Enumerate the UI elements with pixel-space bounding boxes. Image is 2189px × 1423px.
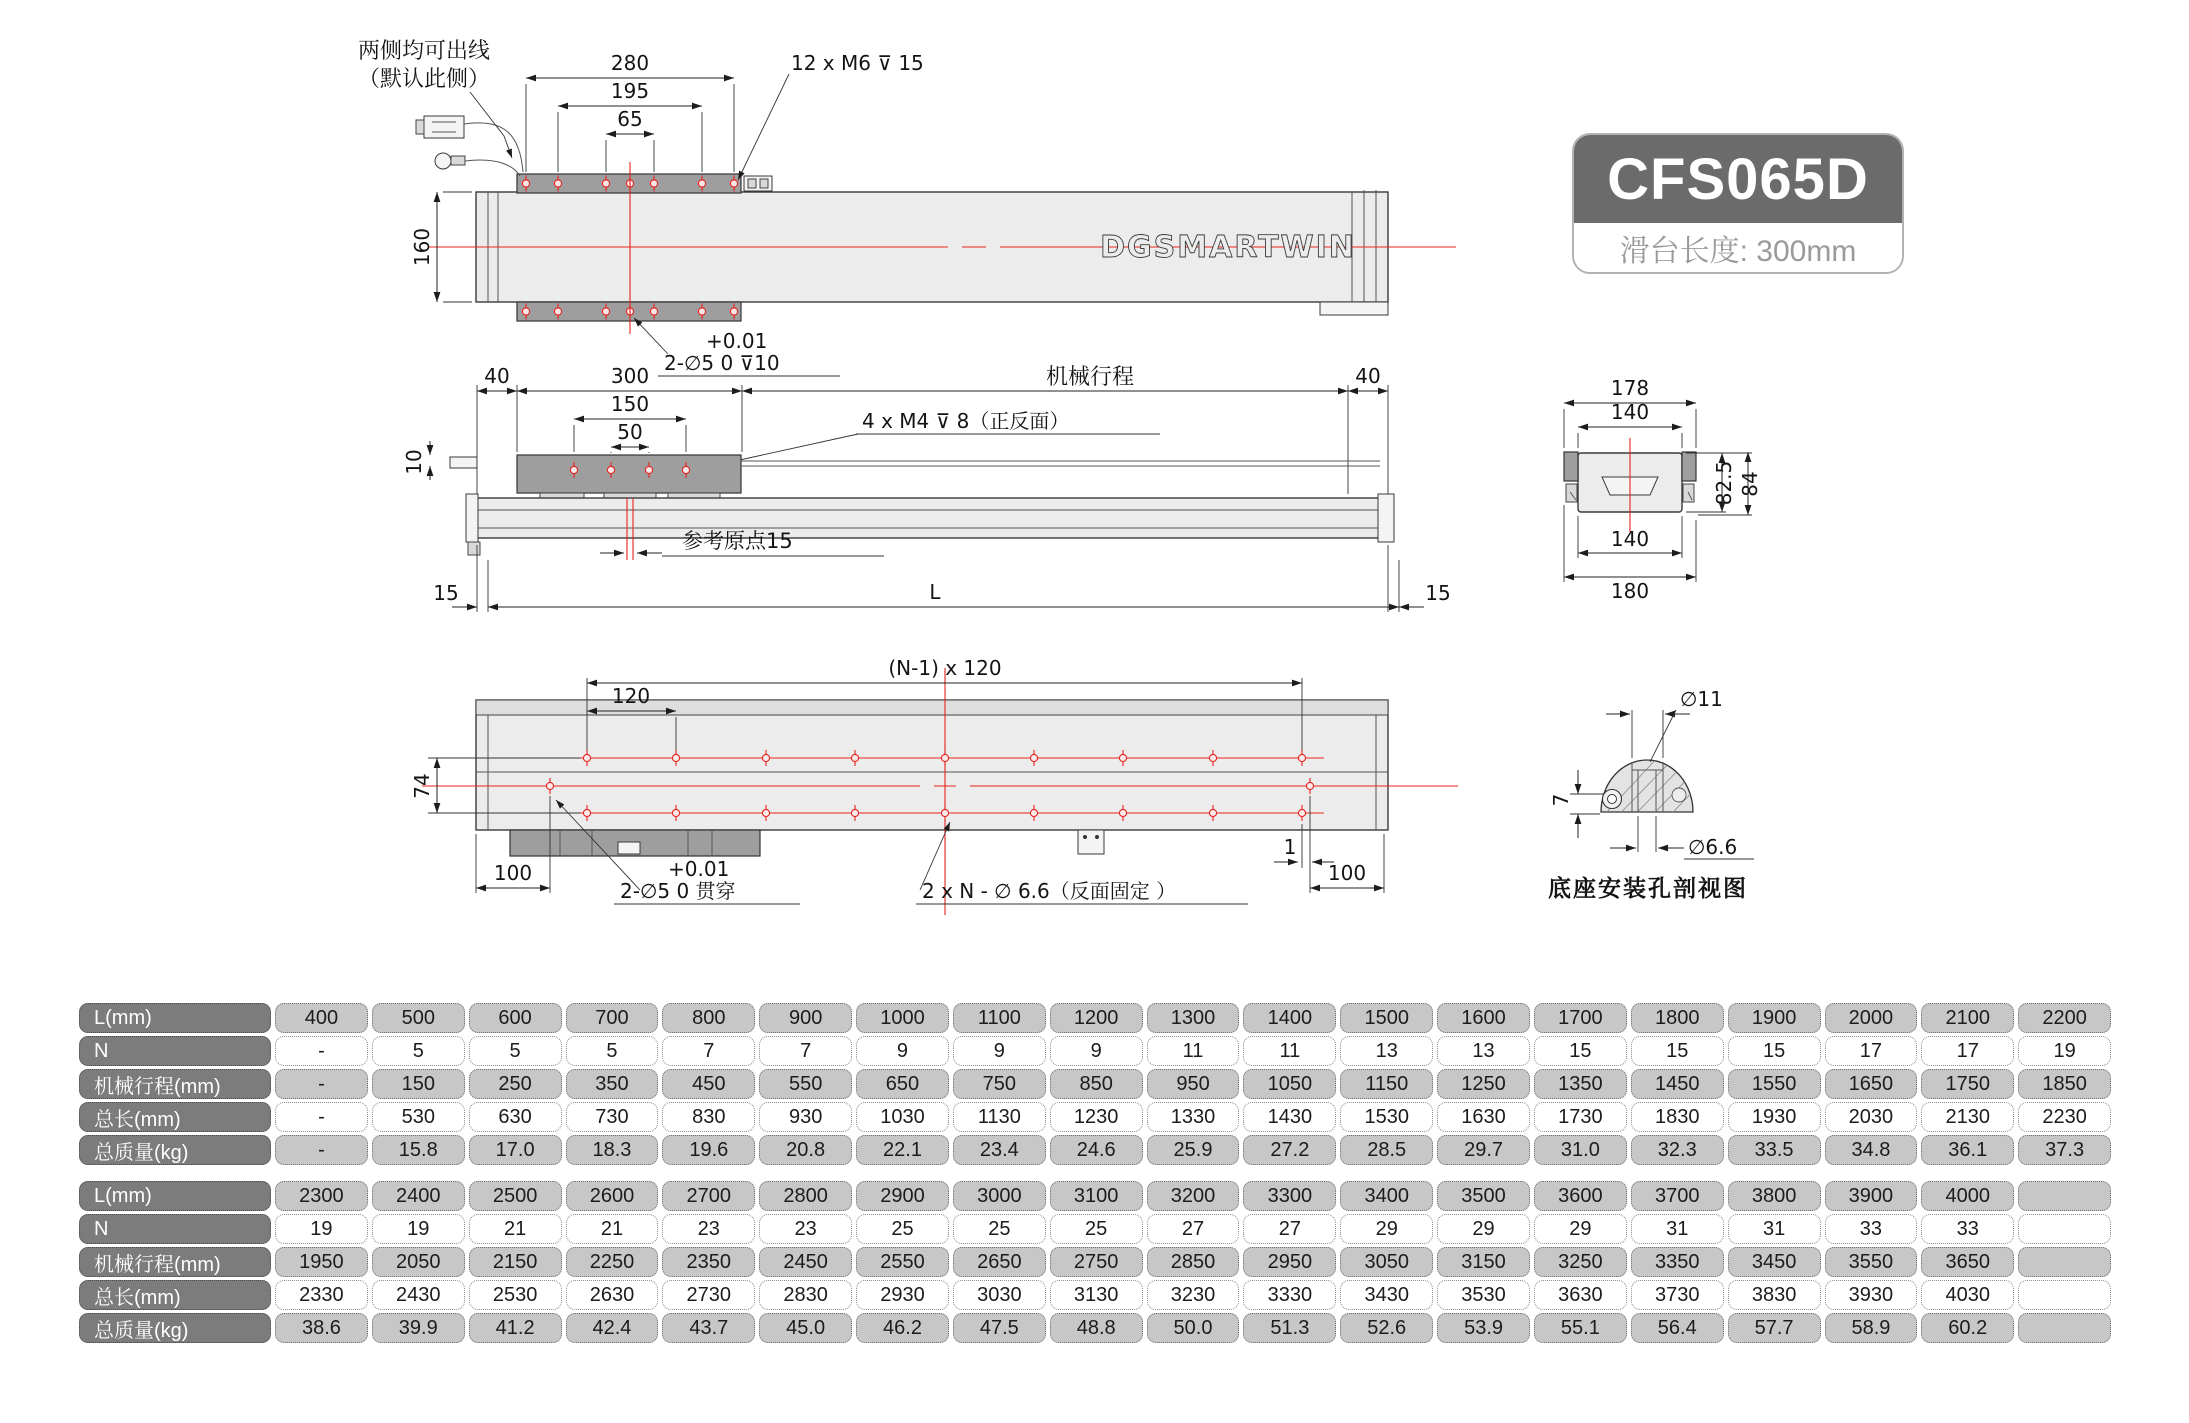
table-cell: 2500 xyxy=(469,1181,562,1211)
table-cell: 3050 xyxy=(1340,1247,1433,1277)
table-row xyxy=(79,1135,2111,1165)
table-cell: 19 xyxy=(372,1214,465,1244)
table-cell: 48.8 xyxy=(1050,1313,1143,1343)
table-cell: 2230 xyxy=(2018,1102,2111,1132)
table-cell xyxy=(2018,1247,2111,1277)
table-cell: 1430 xyxy=(1243,1102,1336,1132)
table-cell: 1130 xyxy=(953,1102,1046,1132)
table-cell: - xyxy=(275,1036,368,1066)
table-row xyxy=(79,1181,2111,1211)
side-view-drawing xyxy=(402,364,1451,612)
table-cell: 5 xyxy=(469,1036,562,1066)
spec-table-1 xyxy=(79,1003,2111,1165)
row-header: 总长(mm) xyxy=(79,1280,271,1310)
table-cell: 31 xyxy=(1728,1214,1821,1244)
table-cell: 500 xyxy=(372,1003,465,1033)
table-cell: 2430 xyxy=(372,1280,465,1310)
table-cell: 2150 xyxy=(469,1247,562,1277)
table-cell: 3230 xyxy=(1147,1280,1240,1310)
table-cell: 50.0 xyxy=(1147,1313,1240,1343)
table-cell: 1250 xyxy=(1437,1069,1530,1099)
dia-11: ∅11 xyxy=(1680,687,1723,711)
dim-300: 300 xyxy=(610,364,650,388)
table-cell: - xyxy=(275,1135,368,1165)
dia-6-6: ∅6.6 xyxy=(1688,835,1738,859)
dim-40-left: 40 xyxy=(484,364,510,388)
table-cell: 11 xyxy=(1147,1036,1240,1066)
table-cell: 3800 xyxy=(1728,1181,1821,1211)
table-cell: 1200 xyxy=(1050,1003,1143,1033)
table-cell: 1750 xyxy=(1921,1069,2014,1099)
table-cell: 2050 xyxy=(372,1247,465,1277)
table-cell: 43.7 xyxy=(662,1313,755,1343)
table-cell: 2330 xyxy=(275,1280,368,1310)
end-bracket xyxy=(450,457,477,468)
dim-280: 280 xyxy=(610,51,650,75)
table-cell: 1900 xyxy=(1728,1003,1821,1033)
table-cell: 3330 xyxy=(1243,1280,1336,1310)
table-cell: 2450 xyxy=(759,1247,852,1277)
table-cell: 33.5 xyxy=(1728,1135,1821,1165)
table-cell: 3200 xyxy=(1147,1181,1240,1211)
dim-40-right: 40 xyxy=(1355,364,1381,388)
row-header: 总质量(kg) xyxy=(79,1135,271,1165)
table-cell: 39.9 xyxy=(372,1313,465,1343)
table-cell: 55.1 xyxy=(1534,1313,1627,1343)
dim-15-right: 15 xyxy=(1425,581,1451,605)
table-cell: 9 xyxy=(953,1036,1046,1066)
table-cell: 21 xyxy=(469,1214,562,1244)
table-cell: 3250 xyxy=(1534,1247,1627,1277)
table-cell: 3000 xyxy=(953,1181,1046,1211)
table-cell: 29 xyxy=(1437,1214,1530,1244)
table-row xyxy=(79,1313,2111,1343)
dim-82-5: 82.5 xyxy=(1712,460,1736,506)
product-subtitle: 滑台长度: 300mm xyxy=(1619,234,1857,268)
table-cell: 3700 xyxy=(1631,1181,1724,1211)
table-cell: 3900 xyxy=(1825,1181,1918,1211)
base-section-caption: 底座安装孔剖视图 xyxy=(1548,876,1748,902)
table-cell: 25 xyxy=(856,1214,949,1244)
table-row xyxy=(79,1102,2111,1132)
pin-note-top: 2-∅5 0 ⊽10 xyxy=(664,351,780,375)
table-cell: 15 xyxy=(1728,1036,1821,1066)
dim-100-right: 100 xyxy=(1327,861,1367,885)
stroke-label: 机械行程 xyxy=(1045,365,1135,390)
table-cell: 1550 xyxy=(1728,1069,1821,1099)
table-cell: 2400 xyxy=(372,1181,465,1211)
table-cell: 1100 xyxy=(953,1003,1046,1033)
table-cell: 2600 xyxy=(566,1181,659,1211)
table-cell: 4030 xyxy=(1921,1280,2014,1310)
table-cell: 1050 xyxy=(1243,1069,1336,1099)
table-cell: 650 xyxy=(856,1069,949,1099)
table-cell: 29.7 xyxy=(1437,1135,1530,1165)
table-cell: 28.5 xyxy=(1340,1135,1433,1165)
row-header: L(mm) xyxy=(79,1003,271,1033)
table-cell: 2700 xyxy=(662,1181,755,1211)
dim-140-top: 140 xyxy=(1610,400,1650,424)
table-cell: 3450 xyxy=(1728,1247,1821,1277)
table-cell: 3630 xyxy=(1534,1280,1627,1310)
table-cell: 250 xyxy=(469,1069,562,1099)
table-cell: 2800 xyxy=(759,1181,852,1211)
table-cell: 1650 xyxy=(1825,1069,1918,1099)
table-cell: 2200 xyxy=(2018,1003,2111,1033)
table-cell: 1230 xyxy=(1050,1102,1143,1132)
table-cell: 7 xyxy=(662,1036,755,1066)
table-cell: 38.6 xyxy=(275,1313,368,1343)
table-cell: 4000 xyxy=(1921,1181,2014,1211)
table-cell: 600 xyxy=(469,1003,562,1033)
table-cell: 22.1 xyxy=(856,1135,949,1165)
table-cell: 850 xyxy=(1050,1069,1143,1099)
pin-tol-top: +0.01 xyxy=(706,329,768,353)
table-cell: 1400 xyxy=(1243,1003,1336,1033)
dim-65: 65 xyxy=(617,107,643,131)
table-cell: 730 xyxy=(566,1102,659,1132)
table-cell: 1500 xyxy=(1340,1003,1433,1033)
table-cell: 2350 xyxy=(662,1247,755,1277)
table-cell: 36.1 xyxy=(1921,1135,2014,1165)
dim-1: 1 xyxy=(1283,835,1297,859)
table-cell: 33 xyxy=(1825,1214,1918,1244)
table-cell: 23 xyxy=(662,1214,755,1244)
top-view-drawing xyxy=(358,39,1456,376)
table-cell: 3500 xyxy=(1437,1181,1530,1211)
table-cell: 1630 xyxy=(1437,1102,1530,1132)
table-cell: 31.0 xyxy=(1534,1135,1627,1165)
table-row xyxy=(79,1036,2111,1066)
table-cell: 3350 xyxy=(1631,1247,1724,1277)
brand-logo: DGSMARTWIN xyxy=(1100,230,1356,265)
table-cell: - xyxy=(275,1102,368,1132)
table-cell: 400 xyxy=(275,1003,368,1033)
row-header: L(mm) xyxy=(79,1181,271,1211)
table-cell: 15 xyxy=(1631,1036,1724,1066)
table-cell: 1730 xyxy=(1534,1102,1627,1132)
dim-120: 120 xyxy=(611,684,651,708)
end-section-view xyxy=(1564,376,1762,603)
carriage-side xyxy=(517,455,741,493)
table-cell: 23.4 xyxy=(953,1135,1046,1165)
table-cell: 3150 xyxy=(1437,1247,1530,1277)
table-cell: 15.8 xyxy=(372,1135,465,1165)
table-row xyxy=(79,1214,2111,1244)
table-cell: 2950 xyxy=(1243,1247,1336,1277)
table-cell: 150 xyxy=(372,1069,465,1099)
spec-table-2 xyxy=(79,1181,2111,1343)
table-cell: 3830 xyxy=(1728,1280,1821,1310)
table-cell: 3130 xyxy=(1050,1280,1143,1310)
origin-note: 参考原点15 xyxy=(682,529,793,553)
table-cell: 27 xyxy=(1243,1214,1336,1244)
row-header: 总长(mm) xyxy=(79,1102,271,1132)
table-cell: 3030 xyxy=(953,1280,1046,1310)
table-cell xyxy=(2018,1313,2111,1343)
table-cell: 13 xyxy=(1437,1036,1530,1066)
table-cell: 27.2 xyxy=(1243,1135,1336,1165)
table-cell: 900 xyxy=(759,1003,852,1033)
table-cell: 800 xyxy=(662,1003,755,1033)
table-cell: 700 xyxy=(566,1003,659,1033)
dim-7: 7 xyxy=(1549,793,1573,807)
table-cell: 32.3 xyxy=(1631,1135,1724,1165)
dim-50: 50 xyxy=(617,420,643,444)
table-cell: 19 xyxy=(275,1214,368,1244)
table-cell: 2530 xyxy=(469,1280,562,1310)
pin-tol-bottom: +0.01 xyxy=(668,857,730,881)
table-cell: 830 xyxy=(662,1102,755,1132)
table-cell: 2000 xyxy=(1825,1003,1918,1033)
table-cell: 33 xyxy=(1921,1214,2014,1244)
table-cell: 3650 xyxy=(1921,1247,2014,1277)
table-cell: 1930 xyxy=(1728,1102,1821,1132)
table-cell: 46.2 xyxy=(856,1313,949,1343)
table-cell: 27 xyxy=(1147,1214,1240,1244)
table-cell: 47.5 xyxy=(953,1313,1046,1343)
table-cell: 13 xyxy=(1340,1036,1433,1066)
table-cell: 750 xyxy=(953,1069,1046,1099)
table-cell: 2650 xyxy=(953,1247,1046,1277)
cable-connectors xyxy=(416,116,523,176)
table-cell: 17 xyxy=(1825,1036,1918,1066)
base-hole-section-view xyxy=(1548,687,1754,902)
row-header: 机械行程(mm) xyxy=(79,1247,271,1277)
table-cell xyxy=(2018,1280,2111,1310)
table-cell: 1800 xyxy=(1631,1003,1724,1033)
table-cell: 42.4 xyxy=(566,1313,659,1343)
table-cell: 2930 xyxy=(856,1280,949,1310)
table-cell: 21 xyxy=(566,1214,659,1244)
table-cell: 19 xyxy=(2018,1036,2111,1066)
table-cell: 3730 xyxy=(1631,1280,1724,1310)
table-cell: 3930 xyxy=(1825,1280,1918,1310)
table-row xyxy=(79,1280,2111,1310)
dim-84: 84 xyxy=(1738,471,1762,497)
table-cell: 29 xyxy=(1534,1214,1627,1244)
dim-N-pitch: (N-1) x 120 xyxy=(888,656,1002,680)
table-cell: 950 xyxy=(1147,1069,1240,1099)
dim-150: 150 xyxy=(610,392,650,416)
table-cell xyxy=(2018,1214,2111,1244)
table-cell: - xyxy=(275,1069,368,1099)
table-cell: 3530 xyxy=(1437,1280,1530,1310)
table-cell: 23 xyxy=(759,1214,852,1244)
table-cell: 350 xyxy=(566,1069,659,1099)
table-cell: 41.2 xyxy=(469,1313,562,1343)
table-cell: 1830 xyxy=(1631,1102,1724,1132)
dim-10: 10 xyxy=(402,449,426,475)
table-cell: 2100 xyxy=(1921,1003,2014,1033)
hole-note-bottom: 2 x N - ∅ 6.6（反面固定 ） xyxy=(922,879,1177,903)
table-cell: 31 xyxy=(1631,1214,1724,1244)
table-cell: 2730 xyxy=(662,1280,755,1310)
product-subtitle-band xyxy=(1574,223,1902,272)
table-cell: 52.6 xyxy=(1340,1313,1433,1343)
table-cell: 3430 xyxy=(1340,1280,1433,1310)
table-cell: 3550 xyxy=(1825,1247,1918,1277)
product-model-band xyxy=(1574,135,1902,223)
bottom-view-drawing xyxy=(410,656,1458,915)
table-cell: 20.8 xyxy=(759,1135,852,1165)
table-cell: 58.9 xyxy=(1825,1313,1918,1343)
table-cell: 2300 xyxy=(275,1181,368,1211)
table-cell: 3100 xyxy=(1050,1181,1143,1211)
table-cell: 550 xyxy=(759,1069,852,1099)
table-cell: 2750 xyxy=(1050,1247,1143,1277)
table-cell: 25.9 xyxy=(1147,1135,1240,1165)
table-cell: 3300 xyxy=(1243,1181,1336,1211)
product-model: CFS065D xyxy=(1607,146,1869,212)
table-cell: 1030 xyxy=(856,1102,949,1132)
table-cell: 9 xyxy=(1050,1036,1143,1066)
table-cell: 630 xyxy=(469,1102,562,1132)
table-cell: 25 xyxy=(953,1214,1046,1244)
table-cell: 2030 xyxy=(1825,1102,1918,1132)
table-cell: 5 xyxy=(372,1036,465,1066)
table-cell: 15 xyxy=(1534,1036,1627,1066)
dim-15-left: 15 xyxy=(433,581,459,605)
sensor-clip xyxy=(1078,830,1104,854)
table-cell: 11 xyxy=(1243,1036,1336,1066)
table-cell: 3600 xyxy=(1534,1181,1627,1211)
table-cell: 18.3 xyxy=(566,1135,659,1165)
table-cell: 2130 xyxy=(1921,1102,2014,1132)
table-cell: 17.0 xyxy=(469,1135,562,1165)
table-cell: 24.6 xyxy=(1050,1135,1143,1165)
row-header: N xyxy=(79,1036,271,1066)
row-header: N xyxy=(79,1214,271,1244)
table-cell: 1150 xyxy=(1340,1069,1433,1099)
table-cell: 1530 xyxy=(1340,1102,1433,1132)
table-cell: 34.8 xyxy=(1825,1135,1918,1165)
table-cell: 530 xyxy=(372,1102,465,1132)
table-cell: 1300 xyxy=(1147,1003,1240,1033)
table-cell: 1700 xyxy=(1534,1003,1627,1033)
table-cell: 57.7 xyxy=(1728,1313,1821,1343)
dim-178: 178 xyxy=(1610,376,1650,400)
table-cell: 9 xyxy=(856,1036,949,1066)
table-cell: 19.6 xyxy=(662,1135,755,1165)
table-cell: 2850 xyxy=(1147,1247,1240,1277)
table-cell: 5 xyxy=(566,1036,659,1066)
table-cell: 3400 xyxy=(1340,1181,1433,1211)
table-row xyxy=(79,1247,2111,1277)
table-cell: 1350 xyxy=(1534,1069,1627,1099)
table-cell: 7 xyxy=(759,1036,852,1066)
table-cell: 2630 xyxy=(566,1280,659,1310)
table-cell: 1850 xyxy=(2018,1069,2111,1099)
table-cell: 37.3 xyxy=(2018,1135,2111,1165)
table-cell: 1450 xyxy=(1631,1069,1724,1099)
dim-140-bottom: 140 xyxy=(1610,527,1650,551)
table-cell: 51.3 xyxy=(1243,1313,1336,1343)
cable-note-line1: 两侧均可出线 xyxy=(358,39,491,64)
table-row xyxy=(79,1069,2111,1099)
table-cell: 45.0 xyxy=(759,1313,852,1343)
pin-note-bottom: 2-∅5 0 贯穿 xyxy=(620,879,736,903)
table-cell: 56.4 xyxy=(1631,1313,1724,1343)
row-header: 机械行程(mm) xyxy=(79,1069,271,1099)
table-cell: 53.9 xyxy=(1437,1313,1530,1343)
table-cell: 930 xyxy=(759,1102,852,1132)
cable-note-line2: （默认此侧） xyxy=(358,67,491,92)
dim-100-left: 100 xyxy=(493,861,533,885)
table-row xyxy=(79,1003,2111,1033)
table-cell: 2250 xyxy=(566,1247,659,1277)
dim-180: 180 xyxy=(1610,579,1650,603)
dim-195: 195 xyxy=(610,79,650,103)
table-cell: 2830 xyxy=(759,1280,852,1310)
dim-L: L xyxy=(929,580,941,604)
row-header: 总质量(kg) xyxy=(79,1313,271,1343)
table-cell: 1000 xyxy=(856,1003,949,1033)
table-cell: 60.2 xyxy=(1921,1313,2014,1343)
table-cell: 2550 xyxy=(856,1247,949,1277)
table-cell: 1330 xyxy=(1147,1102,1240,1132)
dim-160: 160 xyxy=(410,227,434,267)
table-cell: 450 xyxy=(662,1069,755,1099)
table-cell: 17 xyxy=(1921,1036,2014,1066)
table-cell: 25 xyxy=(1050,1214,1143,1244)
dim-74: 74 xyxy=(410,773,434,799)
table-cell: 29 xyxy=(1340,1214,1433,1244)
thread-note-side: 4 x M4 ⊽ 8（正反面） xyxy=(862,409,1070,433)
table-cell: 1950 xyxy=(275,1247,368,1277)
table-cell: 1600 xyxy=(1437,1003,1530,1033)
table-cell: 2900 xyxy=(856,1181,949,1211)
thread-note-top: 12 x M6 ⊽ 15 xyxy=(791,51,924,75)
table-cell xyxy=(2018,1181,2111,1211)
product-badge xyxy=(1572,133,1904,274)
